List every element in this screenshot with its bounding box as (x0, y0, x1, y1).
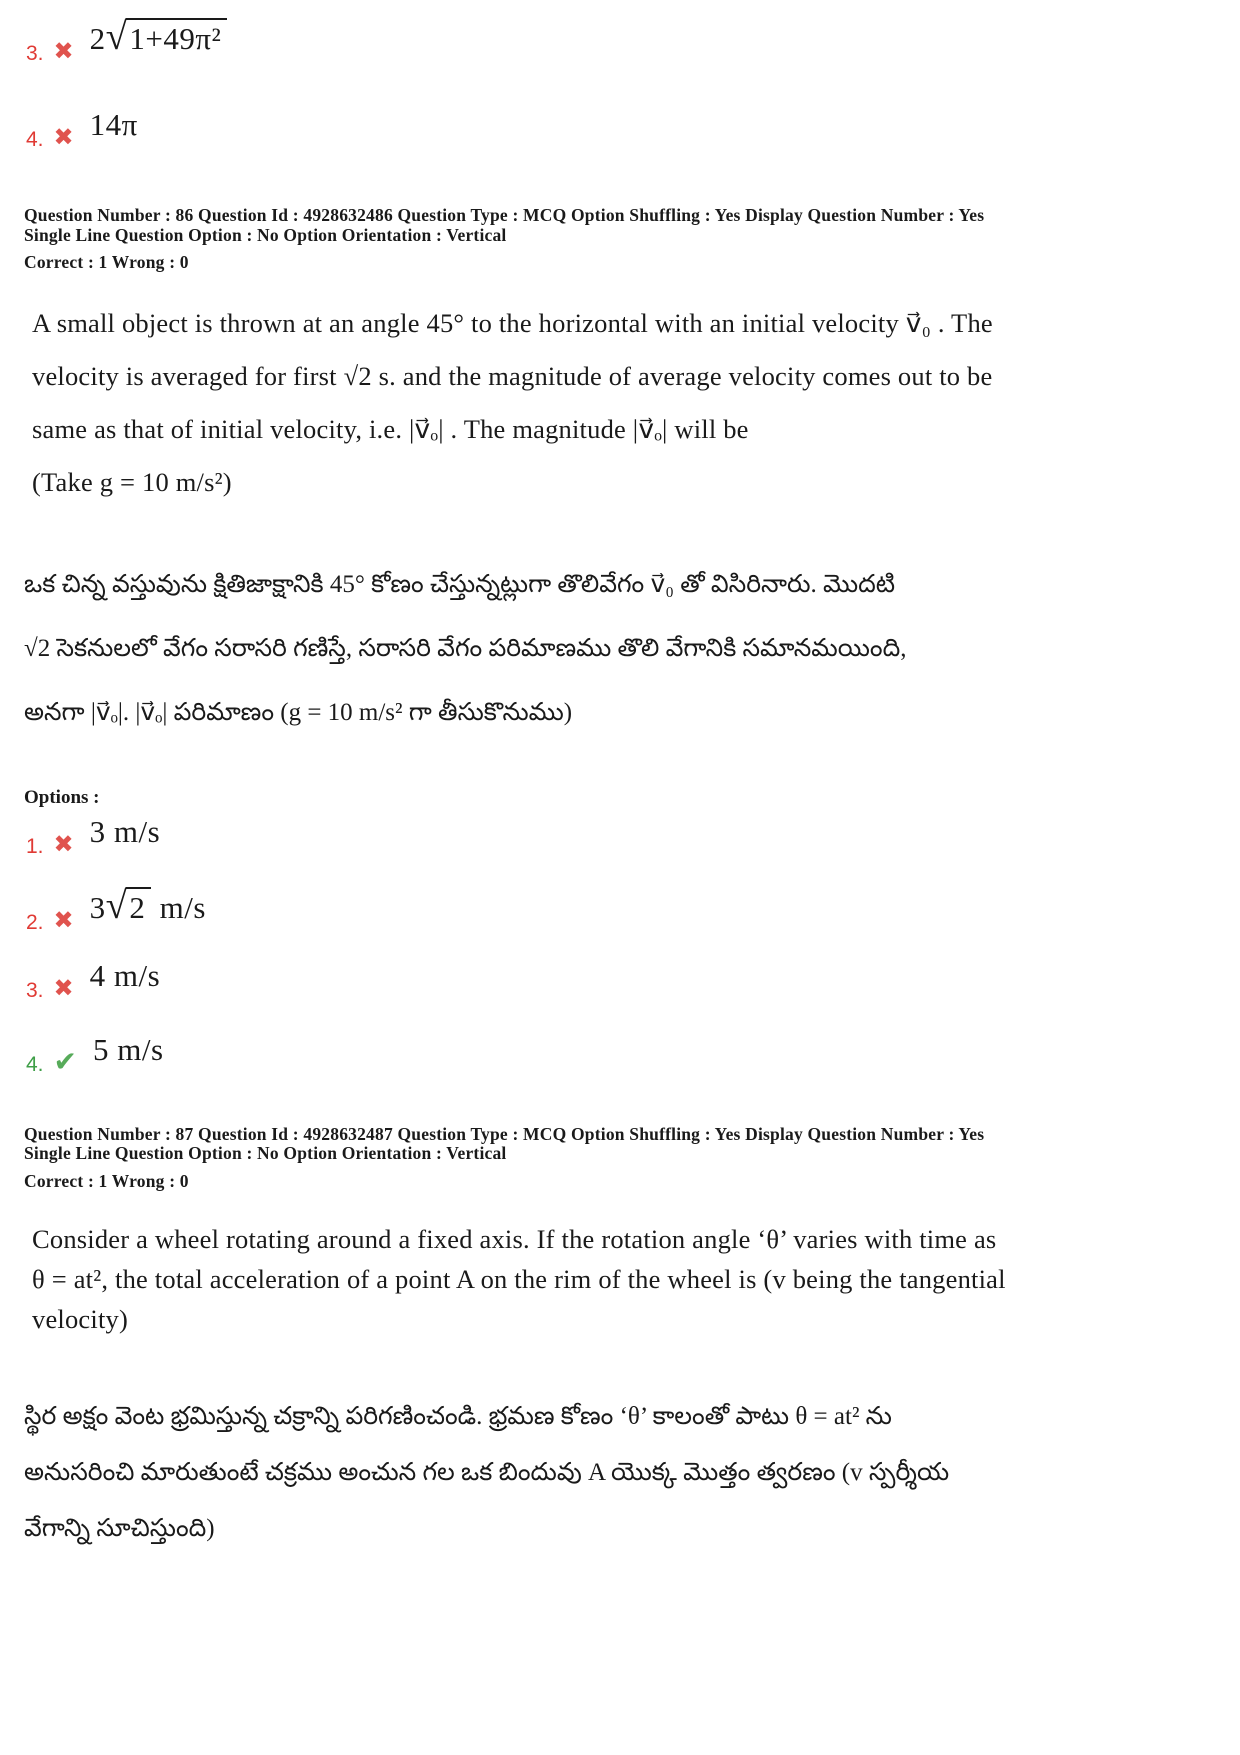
question-text-line: velocity is averaged for first √2 s. and the magnitude of average velocity comes out to be (32, 360, 993, 391)
question-text-line: (Take g = 10 m/s²) (32, 466, 232, 497)
formula-prefix: 3 (89, 889, 106, 925)
question-86-metadata (24, 206, 1210, 273)
option-number: 2. (26, 910, 44, 934)
option-value: 5 m/s (92, 1031, 164, 1067)
question-meta-line: Question Number : 87 Question Id : 4928632487 Question Type : MCQ Option Shuffling : Yes Display Question Number : Yes (24, 1123, 985, 1144)
question-text-line: స్థిర అక్షం వెంట భ్రమిస్తున్న చక్రాన్ని పరిగణించండి. భ్రమణ కోణం ‘θ’ కాలంతో పాటు θ = at² ను (24, 1403, 892, 1430)
option-number: 3. (26, 978, 44, 1002)
option-number: 3. (26, 42, 44, 65)
question-text-line: Consider a wheel rotating around a fixed axis. If the rotation angle ‘θ’ varies with time as (32, 1224, 997, 1254)
option-value: 14π (89, 107, 138, 142)
options-label: Options : (24, 786, 100, 808)
question-text-line: A small object is thrown at an angle 45° to the horizontal with an initial velocity v⃗₀ . The (32, 307, 993, 338)
formula-radicand: 2 (126, 887, 151, 925)
correct-icon: ✔ (53, 1046, 77, 1078)
option-value (89, 883, 206, 927)
wrong-icon: ✖ (53, 125, 74, 151)
option-number: 1. (26, 834, 44, 858)
question-meta-line: Single Line Question Option : No Option Orientation : Vertical (24, 224, 507, 245)
question-87-block (24, 1125, 1210, 1558)
question-86-text-english (32, 297, 1210, 509)
question-87-text-telugu (24, 1389, 1210, 1557)
question-86-text-telugu (24, 553, 1210, 745)
option-row (26, 1031, 1210, 1078)
option-row (26, 107, 1210, 151)
option-row (26, 883, 1210, 934)
question-text-line: same as that of initial velocity, i.e. |v⃗ₒ| . The magnitude |v⃗ₒ| will be (32, 413, 749, 444)
question-text-line: ఒక చిన్న వస్తువును క్షితిజాక్షానికి 45° కోణం చేస్తున్నట్లుగా తొలివేగం v⃗₀ తో విసిరినారు. మొదటి (24, 570, 896, 598)
option-value (89, 15, 228, 58)
question-text-line: వేగాన్ని సూచిస్తుంది) (24, 1515, 215, 1542)
option-row (26, 15, 1210, 65)
option-number: 4. (26, 1052, 44, 1076)
question-meta-line: Question Number : 86 Question Id : 4928632486 Question Type : MCQ Option Shuffling : Yes Display Question Number : Yes (24, 205, 985, 225)
question-87-text-english (32, 1219, 1210, 1339)
formula-radicand: 1+49π² (126, 18, 227, 56)
question-86-options (24, 813, 1210, 1078)
question-text-line: √2 సెకనులలో వేగం సరాసరి గణిస్తే, సరాసరి వేగం పరిమాణము తొలి వేగానికి సమానమయింది, (24, 634, 907, 662)
option-value: 3 m/s (89, 813, 161, 849)
wrong-icon: ✖ (53, 907, 74, 934)
question-text-line: velocity) (32, 1304, 128, 1334)
wrong-icon: ✖ (53, 39, 74, 65)
wrong-icon: ✖ (53, 975, 74, 1002)
wrong-icon: ✖ (53, 831, 74, 858)
question-score-line: Correct : 1 Wrong : 0 (24, 1170, 189, 1191)
option-number: 4. (26, 128, 44, 151)
formula-prefix: 2 (89, 21, 106, 56)
sqrt-radical-icon: √ (105, 883, 128, 927)
question-meta-line: Single Line Question Option : No Option Orientation : Vertical (24, 1143, 507, 1163)
question-text-line: θ = at², the total acceleration of a point A on the rim of the wheel is (v being the tangential (32, 1264, 1006, 1294)
option-row (26, 813, 1210, 858)
sqrt-radical-icon: √ (105, 15, 128, 58)
option-row (26, 957, 1210, 1002)
question-score-line: Correct : 1 Wrong : 0 (24, 252, 189, 272)
question-text-line: అనగా |v⃗ₒ|. |v⃗ₒ| పరిమాణం (g = 10 m/s² గా తీసుకొనుము) (24, 698, 573, 726)
question-text-line: అనుసరించి మారుతుంటే చక్రము అంచున గల ఒక బిందువు A యొక్క మొత్తం త్వరణం (v స్పర్శీయ (24, 1459, 950, 1486)
question-87-metadata (24, 1125, 1210, 1192)
option-value: 4 m/s (89, 957, 161, 993)
formula-suffix: m/s (151, 889, 206, 925)
